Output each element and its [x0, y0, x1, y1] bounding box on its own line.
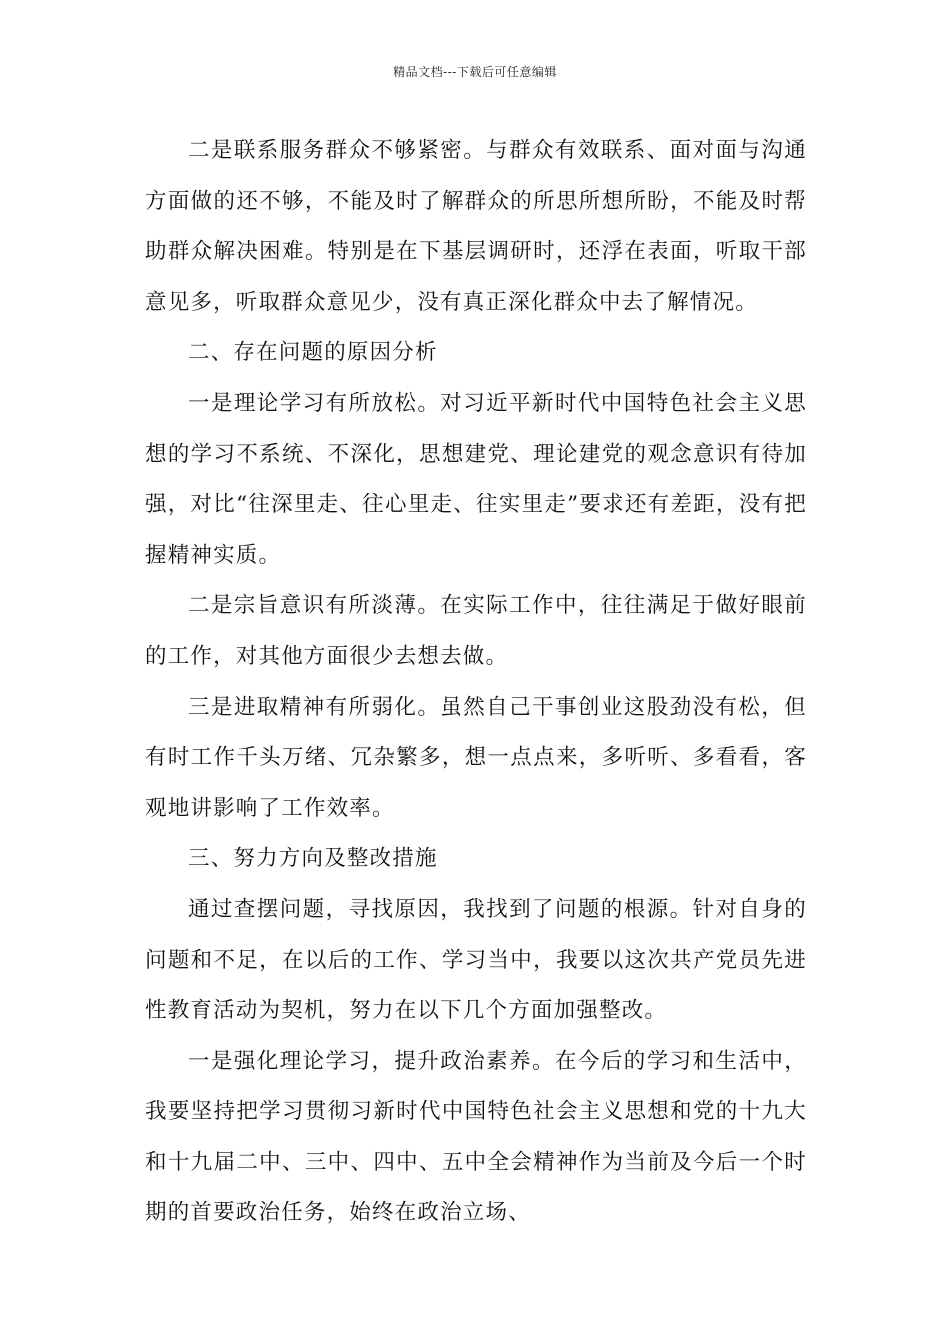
- paragraph-enterprising-spirit: 三是进取精神有所弱化。虽然自己干事创业这股劲没有松，但有时工作千头万绪、冗杂繁多，想一点点来，多听听、多看看，客观地讲影响了工作效率。: [145, 694, 807, 821]
- section-heading-rectification: 三、努力方向及整改措施: [188, 846, 438, 872]
- paragraph-purpose-awareness: 二是宗旨意识有所淡薄。在实际工作中，往往满足于做好眼前的工作，对其他方面很少去想去做。: [145, 593, 807, 669]
- paragraph-root-cause: 通过查摆问题，寻找原因，我找到了问题的根源。针对自身的问题和不足，在以后的工作、学习当中，我要以这次共产党员先进性教育活动为契机，努力在以下几个方面加强整改。: [145, 896, 807, 1024]
- paragraph-strengthen-theory: 一是强化理论学习，提升政治素养。在今后的学习和生活中，我要坚持把学习贯彻习新时代中国特色社会主义思想和党的十九大和十九届二中、三中、四中、五中全会精神作为当前及今后一个时期的首要政治任务，始终在政治立场、: [145, 1048, 807, 1226]
- page-header: 精品文档---下载后可任意编辑: [393, 65, 557, 79]
- section-heading-cause-analysis: 二、存在问题的原因分析: [188, 340, 438, 366]
- paragraph-contact-masses: 二是联系服务群众不够紧密。与群众有效联系、面对面与沟通方面做的还不够，不能及时了解群众的所思所想所盼，不能及时帮助群众解决困难。特别是在下基层调研时，还浮在表面，听取干部意见多，听取群众意见少，没有真正深化群众中去了解情况。: [145, 138, 807, 315]
- document-body: [145, 126, 807, 1239]
- paragraph-theory-study: 一是理论学习有所放松。对习近平新时代中国特色社会主义思想的学习不系统、不深化，思想建党、理论建党的观念意识有待加强，对比“往深里走、往心里走、往实里走”要求还有差距，没有把握精神实质。: [145, 390, 807, 568]
